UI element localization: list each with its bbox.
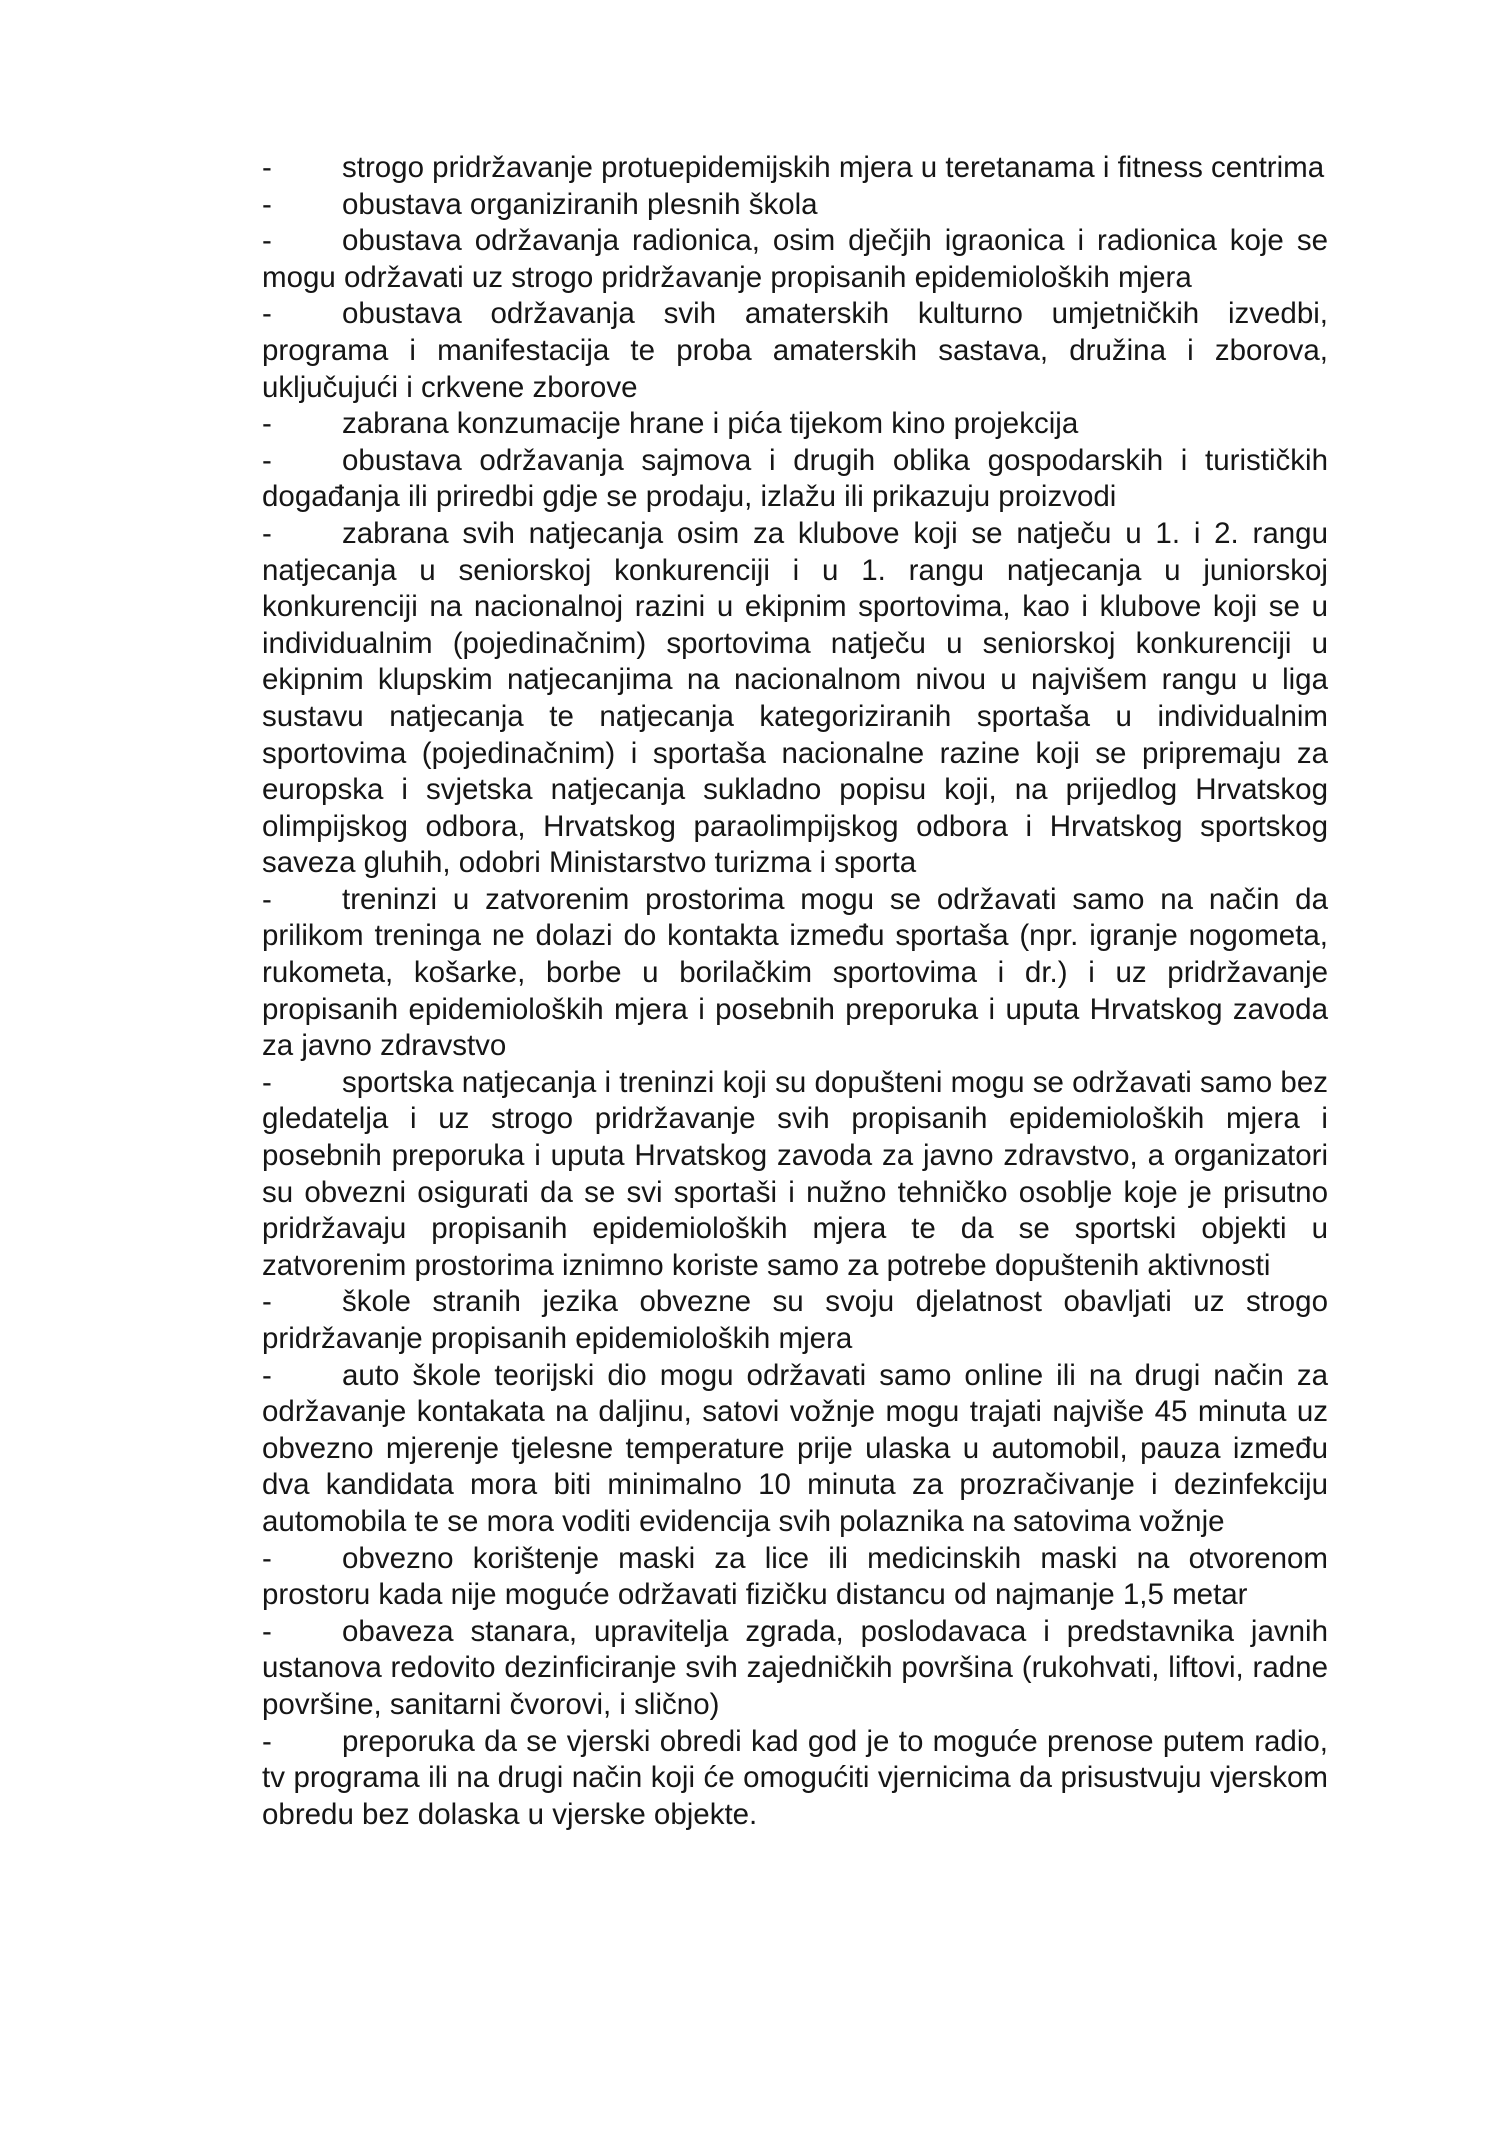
list-item — [262, 296, 1328, 406]
list-item-text: strogo pridržavanje protuepidemijskih mjera u teretanama i fitness centrima — [342, 151, 1325, 184]
list-item-text: treninzi u zatvorenim prostorima mogu se održavati samo na način da prilikom treninga ne dolazi do kontakta između sportaša (npr. igranje nogometa, rukometa, košarke, borbe u borilačkim sportovima i dr.) i uz pridržavanje propisanih epidemioloških mjera i posebnih preporuka i uputa Hrvatskog zavoda za javno zdravstvo — [262, 882, 1328, 1063]
bullet-dash: - — [262, 1614, 272, 1648]
bullet-dash: - — [262, 297, 272, 331]
list-item — [262, 1358, 1328, 1541]
bullet-dash: - — [262, 187, 272, 221]
list-item-text: preporuka da se vjerski obredi kad god je to moguće prenose putem radio, tv programa ili na drugi način koji će omogućiti vjernicima da prisustvuju vjerskom obredu bez dolaska u vjerske objekte. — [262, 1724, 1328, 1831]
list-item-text: obustava organiziranih plesnih škola — [342, 187, 818, 221]
bullet-dash: - — [262, 516, 272, 550]
list-item — [262, 1724, 1328, 1834]
list-item — [262, 1614, 1328, 1724]
list-item-text: sportska natjecanja i treninzi koji su dopušteni mogu se održavati samo bez gledatelja i uz strogo pridržavanje svih propisanih epidemioloških mjera i posebnih preporuka i uputa Hrvatskog zavoda za javno zdravstvo, a organizatori su obvezni osigurati da se svi sportaši i nužno tehničko osoblje koje je prisutno pridržavaju propisanih epidemioloških mjera te da se sportski objekti u zatvorenim prostorima iznimno koriste samo za potrebe dopuštenih aktivnosti — [262, 1065, 1328, 1282]
list-item — [262, 223, 1328, 296]
list-item-text: obustava održavanja svih amaterskih kulturno umjetničkih izvedbi, programa i manifestacija te proba amaterskih sastava, družina i zborova, uključujući i crkvene zborove — [262, 297, 1328, 404]
list-item — [262, 516, 1328, 882]
bullet-dash: - — [262, 1285, 272, 1319]
bullet-dash: - — [262, 1724, 272, 1758]
bullet-dash: - — [262, 224, 272, 258]
bullet-dash: - — [262, 1358, 272, 1392]
list-item-text: obaveza stanara, upravitelja zgrada, poslodavaca i predstavnika javnih ustanova redovito dezinficiranje svih zajedničkih površina (rukohvati, liftovi, radne površine, sanitarni čvorovi, i slično) — [262, 1614, 1328, 1721]
list-item — [262, 1541, 1328, 1614]
bullet-dash: - — [262, 443, 272, 477]
list-item-text: obustava održavanja radionica, osim dječjih igraonica i radionica koje se mogu održavati uz strogo pridržavanje propisanih epidemioloških mjera — [262, 224, 1328, 294]
list-item — [262, 882, 1328, 1065]
list-item-text: obvezno korištenje maski za lice ili medicinskih maski na otvorenom prostoru kada nije moguće održavati fizičku distancu od najmanje 1,5 metar — [262, 1541, 1328, 1612]
bullet-dash: - — [262, 1065, 272, 1099]
list-item — [262, 187, 1328, 224]
list-item-text: obustava održavanja sajmova i drugih oblika gospodarskih i turističkih događanja ili priredbi gdje se prodaju, izlažu ili prikazuju proizvodi — [262, 443, 1328, 514]
list-item-text: zabrana svih natjecanja osim za klubove koji se natječu u 1. i 2. rangu natjecanja u seniorskoj konkurenciji i u 1. rangu natjecanja u juniorskoj konkurenciji na nacionalnoj razini u ekipnim sportovima, kao i klubove koji se u individualnim (pojedinačnim) sportovima natječu u seniorskoj konkurenciji u ekipnim klupskim natjecanjima na nacionalnom nivou u najvišem rangu u liga sustavu natjecanja te natjecanja kategoriziranih sportaša u individualnim sportovima (pojedinačnim) i sportaša nacionalne razine koji se pripremaju za europska i svjetska natjecanja sukladno popisu koji, na prijedlog Hrvatskog olimpijskog odbora, Hrvatskog paraolimpijskog odbora i Hrvatskog sportskog saveza gluhih, odobri Ministarstvo turizma i sporta — [262, 516, 1328, 880]
list-item — [262, 1065, 1328, 1285]
measures-list — [262, 150, 1328, 1833]
list-item-text: škole stranih jezika obvezne su svoju djelatnost obavljati uz strogo pridržavanje propisanih epidemioloških mjera — [262, 1285, 1328, 1355]
list-item — [262, 443, 1328, 516]
list-item — [262, 1284, 1328, 1357]
bullet-dash: - — [262, 407, 272, 441]
list-item-text: zabrana konzumacije hrane i pića tijekom kino projekcija — [342, 407, 1079, 441]
bullet-dash: - — [262, 882, 272, 916]
list-item — [262, 150, 1328, 187]
list-item — [262, 406, 1328, 443]
list-item-text: auto škole teorijski dio mogu održavati samo online ili na drugi način za održavanje kontakata na daljinu, satovi vožnje mogu trajati najviše 45 minuta uz obvezno mjerenje tjelesne temperature prije ulaska u automobil, pauza između dva kandidata mora biti minimalno 10 minuta za prozračivanje i dezinfekciju automobila te se mora voditi evidencija svih polaznika na satovima vožnje — [262, 1358, 1328, 1538]
bullet-dash: - — [262, 151, 272, 184]
bullet-dash: - — [262, 1541, 272, 1575]
